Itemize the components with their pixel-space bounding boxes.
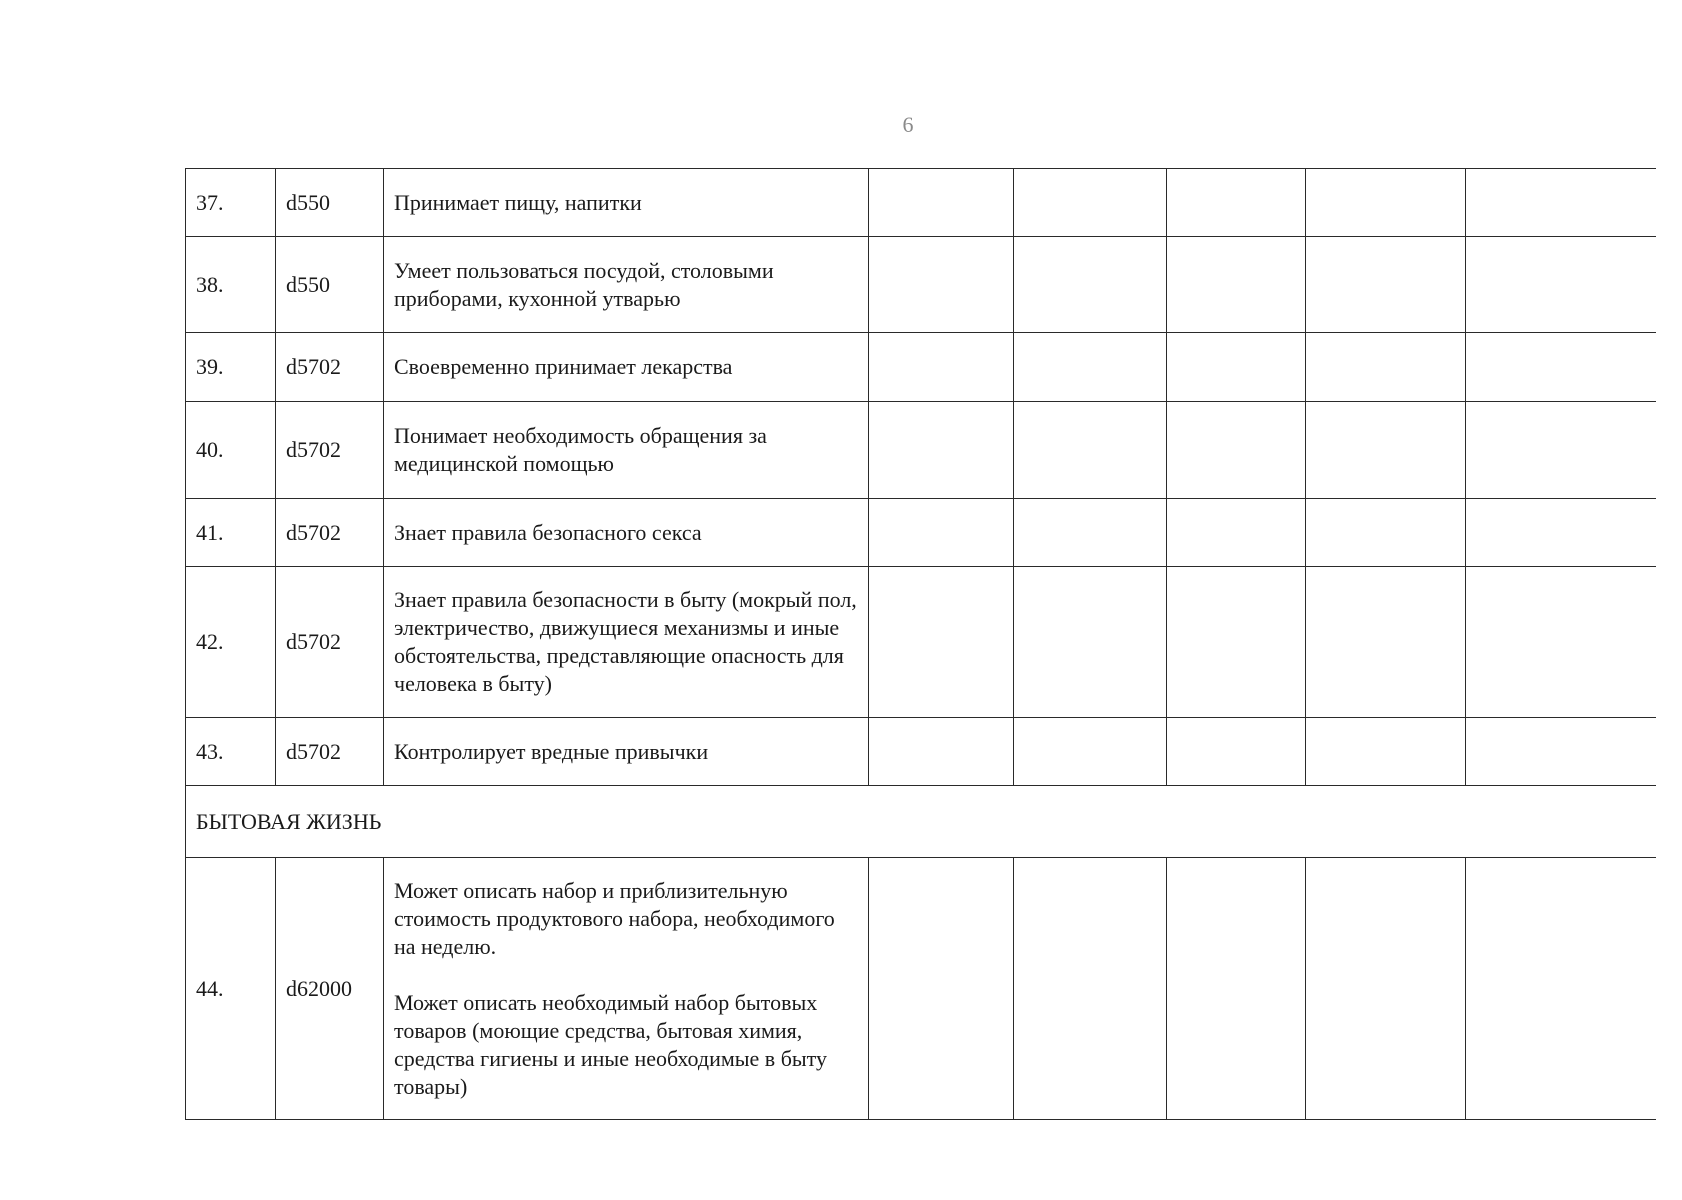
skill-description-text: Принимает пищу, напитки (394, 189, 642, 215)
assessment-table (185, 168, 1656, 1120)
row-number: 41. (186, 499, 276, 567)
row-number: 44. (186, 858, 276, 1120)
skill-description-text: Умеет пользоваться посудой, столовыми приборами, кухонной утварью (394, 257, 774, 311)
score-cell (1167, 499, 1306, 567)
skill-description-text: Знает правила безопасного секса (394, 519, 702, 545)
icf-code: d62000 (276, 858, 384, 1120)
row-number: 42. (186, 567, 276, 718)
icf-code: d5702 (276, 402, 384, 499)
table-row (186, 169, 1656, 237)
score-cell (1167, 567, 1306, 718)
score-cell (1466, 567, 1656, 718)
score-cell (1014, 567, 1167, 718)
table-row (186, 333, 1656, 402)
icf-code: d5702 (276, 333, 384, 402)
skill-description (384, 333, 869, 402)
table-row (186, 567, 1656, 718)
skill-description (384, 499, 869, 567)
score-cell (1014, 333, 1167, 402)
skill-description-text: Понимает необходимость обращения за медицинской помощью (394, 423, 767, 476)
section-title: БЫТОВАЯ ЖИЗНЬ (186, 786, 1656, 858)
score-cell (1014, 718, 1167, 786)
score-cell (1167, 718, 1306, 786)
score-cell (1466, 858, 1656, 1120)
score-cell (1306, 402, 1466, 499)
score-cell (1466, 499, 1656, 567)
score-cell (869, 333, 1014, 402)
section-row (186, 786, 1656, 858)
icf-code: d5702 (276, 499, 384, 567)
score-cell (1167, 333, 1306, 402)
icf-code: d5702 (276, 718, 384, 786)
table-row (186, 402, 1656, 499)
table-row (186, 858, 1656, 1120)
score-cell (1466, 718, 1656, 786)
score-cell (1014, 858, 1167, 1120)
table-row (186, 718, 1656, 786)
score-cell (1466, 402, 1656, 499)
skill-description-text: Может описать набор и приблизительную стоимость продуктового набора, необходимого на неделю. (394, 877, 835, 959)
skill-description (384, 402, 869, 499)
assessment-table-wrapper (185, 168, 1655, 1120)
score-cell (1306, 237, 1466, 333)
icf-code: d550 (276, 237, 384, 333)
score-cell (1466, 169, 1656, 237)
row-number: 37. (186, 169, 276, 237)
row-number: 38. (186, 237, 276, 333)
table-row (186, 499, 1656, 567)
score-cell (1167, 402, 1306, 499)
score-cell (1466, 237, 1656, 333)
row-number: 39. (186, 333, 276, 402)
score-cell (1014, 169, 1167, 237)
skill-description (384, 169, 869, 237)
score-cell (1014, 499, 1167, 567)
score-cell (869, 858, 1014, 1120)
score-cell (1167, 858, 1306, 1120)
skill-description (384, 858, 869, 1120)
skill-description-text: Контролирует вредные привычки (394, 738, 709, 764)
skill-description (384, 237, 869, 333)
score-cell (869, 237, 1014, 333)
score-cell (869, 169, 1014, 237)
icf-code: d5702 (276, 567, 384, 718)
skill-description-text: Может описать необходимый набор бытовых товаров (моющие средства, бытовая химия, средства гигиены и иные необходимые в быту товары) (394, 989, 827, 1099)
icf-code: d550 (276, 169, 384, 237)
score-cell (1466, 333, 1656, 402)
skill-description (384, 718, 869, 786)
page-number: 6 (902, 112, 914, 137)
skill-description-text: Своевременно принимает лекарства (394, 354, 733, 379)
score-cell (1167, 237, 1306, 333)
score-cell (869, 499, 1014, 567)
score-cell (1306, 333, 1466, 402)
row-number: 40. (186, 402, 276, 499)
score-cell (1167, 169, 1306, 237)
score-cell (1014, 237, 1167, 333)
score-cell (869, 567, 1014, 718)
score-cell (1306, 718, 1466, 786)
score-cell (1306, 499, 1466, 567)
skill-description (384, 567, 869, 718)
skill-description-text: Знает правила безопасности в быту (мокрый пол, электричество, движущиеся механизмы и иные обстоятельства, представляющие опасность для человека в быту) (394, 587, 857, 696)
score-cell (1014, 402, 1167, 499)
score-cell (1306, 169, 1466, 237)
table-row (186, 237, 1656, 333)
row-number: 43. (186, 718, 276, 786)
score-cell (869, 402, 1014, 499)
score-cell (869, 718, 1014, 786)
score-cell (1306, 858, 1466, 1120)
score-cell (1306, 567, 1466, 718)
